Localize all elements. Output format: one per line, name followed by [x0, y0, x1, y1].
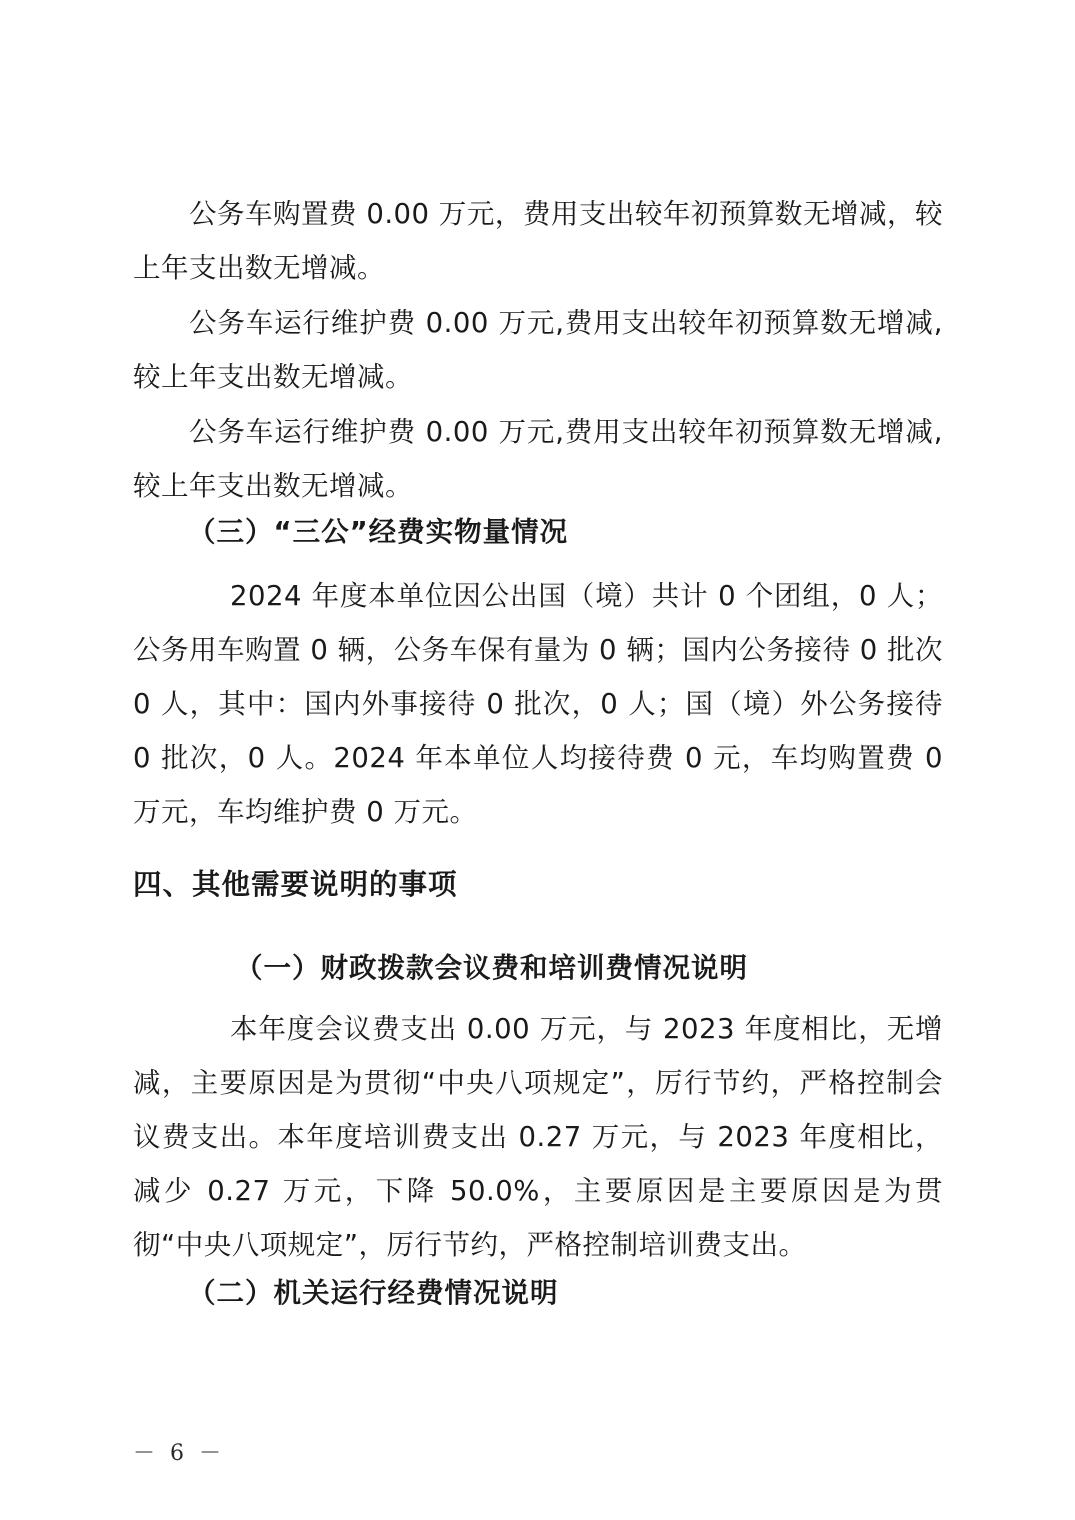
heading-san-gong-physical: （三）“三公”经费实物量情况: [188, 516, 569, 548]
paragraph-vehicle-maintenance-2: 公务车运行维护费 0.00 万元,费用支出较年初预算数无增减,较上年支出数无增减。: [133, 416, 943, 502]
paragraph-vehicle-maintenance-1: 公务车运行维护费 0.00 万元,费用支出较年初预算数无增减,较上年支出数无增减。: [133, 307, 943, 393]
heading-section-four: 四、其他需要说明的事项: [133, 868, 458, 901]
heading-meeting-training: （一）财政拨款会议费和培训费情况说明: [235, 952, 748, 984]
page-number: － 6 －: [133, 1441, 225, 1466]
paragraph-meeting-training: 本年度会议费支出 0.00 万元，与 2023 年度相比，无增减，主要原因是为贯彻“中央八项规定”，厉行节约，严格控制会议费支出。本年度培训费支出 0.27 万元，与 2023 年度相比，减少 0.27 万元，下降 50.0%，主要原因是主要原因是为贯彻“中央八项规定”，厉行节约，严格控制培训费支出。: [133, 1013, 943, 1261]
paragraph-vehicle-purchase: 公务车购置费 0.00 万元，费用支出较年初预算数无增减，较上年支出数无增减。: [133, 198, 943, 284]
heading-operating-expenses: （二）机关运行经费情况说明: [188, 1277, 559, 1309]
paragraph-san-gong-physical: 2024 年度本单位因公出国（境）共计 0 个团组，0 人；公务用车购置 0 辆，公务车保有量为 0 辆；国内公务接待 0 批次 0 人，其中：国内外事接待 0 批次，0 人；国（境）外公务接待 0 批次，0 人。2024 年本单位人均接待费 0 元，车均购置费 0 万元，车均维护费 0 万元。: [133, 580, 943, 828]
